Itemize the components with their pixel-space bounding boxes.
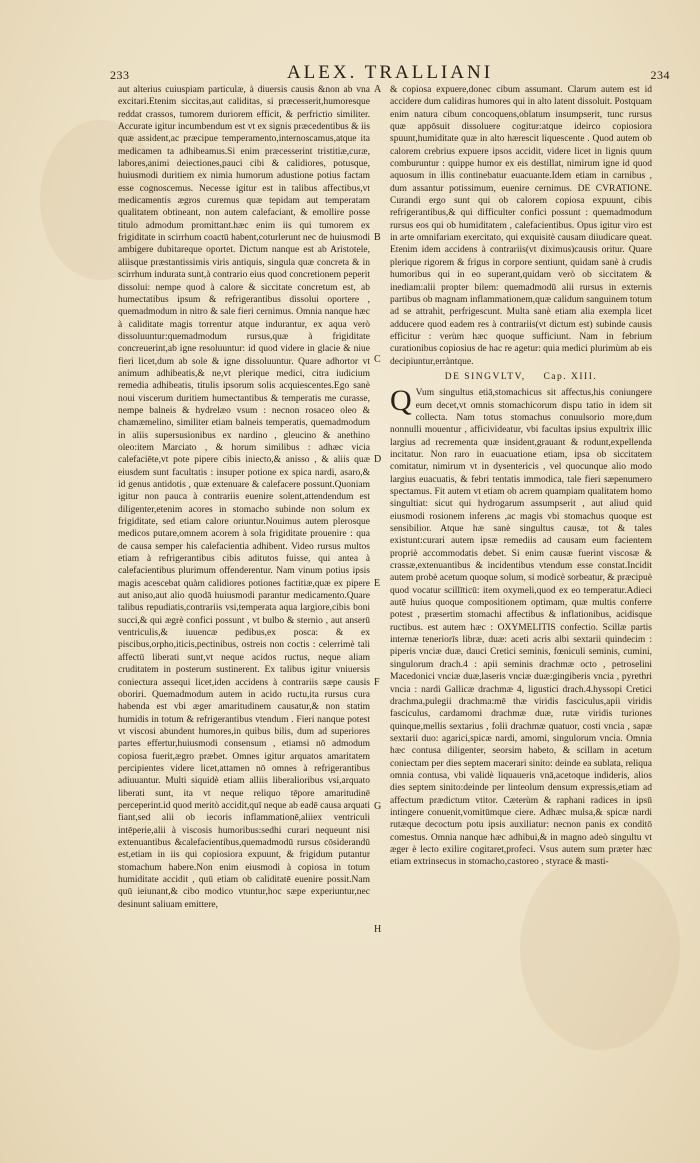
chapter-heading xyxy=(390,371,652,383)
drop-cap-q: Q xyxy=(390,384,412,418)
left-column xyxy=(118,84,370,911)
running-title: ALEX. TRALLIANI xyxy=(286,62,494,83)
chapter-number: Cap. XIII. xyxy=(543,371,598,382)
page-header xyxy=(110,62,670,86)
right-column-text-2 xyxy=(390,384,652,868)
right-column-text-1: & copiosa expuere,donec cibum assumant. Clarum autem est id accidere dum calidiras humores qui in alto latent dissoluit. Postquam enim natura cibum concoquens,oblatum insumpserit, tunc rursus quæ appōsuit dissoluere cogitur:atque ideirco copiosiora spuunt,humiditate quæ in alto hærescit liquescente . Quod autem ob calorem crebrius expuere ipsos accidit, videre licet in lignis quum comburuntur : quippe humor ex eis destillat, nimirum igne id quod aquosum in illis continebatur euacuante.Idem etiam in carnibus , dum assantur potissimum, euenire cernimus. DE CVRATIONE. Curandi ergo sunt qui ob calorem copiosa expuunt, cibis refrigerantibus,& qui difficulter confici possunt : quemadmodum rursus eos qui ob humiditatem , calefacientibus. Opus igitur viro est in arte omnifariam exercitato, qui exquisitè causam diiudicare queat. Etenim idem accidens à contrariis(vt diximus)causis oritur. Quare plerique rigorem & frigus in corpore sentiunt, quidam sanè à crudis humoribus qui in eo superant,quidam verò ob siccitatem & inediam:alii propter bilem: quemadmodū alii rursus in externis partibus ob magnam inflammationem,quæ calidum sanguinem totum ad se attrahit, perfrigescunt. Multa sanè etiam alia exempla licet adducere quod eadem res à contrariis(vt dictum est) subinde causis efficitur : verùm hæc quoque sufficiunt. Nam in febrium curationibus copiosius de hac re agetur: quia medici plurimùm ab eis decipiuntur,erràntque. xyxy=(390,85,652,367)
margin-letter: E xyxy=(374,578,381,589)
page-number-right: 234 xyxy=(650,68,670,82)
margin-letter: C xyxy=(374,354,381,365)
chapter-title: DE SINGVLTV, xyxy=(444,371,526,382)
margin-letter: F xyxy=(374,677,380,688)
margin-letter: B xyxy=(374,232,381,243)
margin-letter: G xyxy=(374,801,382,812)
left-column-text: aut alterius cuiuspiam particulæ, à diuersis causis &non ab vna excitari.Etenim siccitas,aut caliditas, si præcesserit,humoresque reddat crassos, tumorem duriorem efficit, & perfrictio similiter. Accurate igitur incumbendum est vt ex signis præcedentibus & iis quæ assident,ac præcipue temperamento,internoscamus,atque ita medicamen ta adhibeamus.Si enim præcesserint tristitiæ,curæ, labores,animi deiectiones,pauci cibi & calidiores, potusque, huiusmodi duritiem ex nimia humorum adustione potius factam esse cognoscemus. Necesse igitur est in talibus affectibus,vt medicamentis ægros curemus quæ tepidam aut temperatam qualitatem obtineant, non autem calefaciant, & emollire posse titulo admodum promittant.hæc enim iis qui tumorem ex frigiditate in scirrhum coactū habent,coturlerunt nec de huiusmodi ambigere dubitareque oportet. Dictum nanque est ab Aristotele, aliisque præstantissimis viris antiquis, singula quæ concreta & in scirrhum indurata sunt,à contrario eius quod concretionem peperit dissolui: nempe quod à calore & siccitate concretum est, ab humectatibus ipsum & refrigerantibus dissolui oportere , quemadmodum in nitro & sale fieri cernimus. Omnia nanque hæc à caliditate magis torrentur atque indurantur, ex aqua verò dissoluuntur:quemadmodum rursus,quæ à frigiditate concreuerint,ab igne resoluuntur: id quod videre in glacie & niue fieri licet,dum ab sole & igne dissoluuntur. Quare adhortor vt animum adhibeatis,& ne,vt plerique medici, citra iudicium remedia adhibeatis, titulis ipsorum solis acquiescentes.Ego sanè noui viscerum duritiem humectantibus & temperatis me curasse, nempe balneis & hydrelæo vsum : necnon rosaceo oleo & chamæmelino, similiter etiam balneis temperatis, quemadmodum in aliis supersusionibus ex nardino , gleucino & anethino oleo:item Marciato , & horum similibus : adhæc vicia calefaciēte,vt pote pipere cibis iniecto,& anisso , & aliis quæ eiusdem sunt facultatis : insuper potione ex spica nardi, asaro,& id genus antidotis , quæ extenuare & calefacere possunt.Quoniam igitur non pauca à contrariis euenire solent,attendendum est diligenter,etenim acores in stomacho subinde non solum ex frigiditate, sed etiam calore oriuntur.Nouimus autem plerosque medicos putare,omnem acorem à sola frigiditate prouenire : qua de causa semper his calefacientia adhibent. Video rursus multos etiam à refrigerantibus cibis aditutos fuisse, qui antea à calefacientibus plurimum offenderentur. Nam vinum potius ipsis magis acescebat quàm calidiores potiones factitiæ,quæ ex pipere aut aniso,aut alio quodā huiusmodi parantur medicamento.Quare talibus repudiatis,contrariis vsi,temperata aqua largiore,cibis boni succi,& qui ægrè confici possunt , vt bulbo & sternio , aut anserū ventriculis,& iuuencæ pedibus,ex posca: & ex piscibus,orpho,iticis,pectinibus, ostreis non coctis : celerrimè tali affectū liberati sunt,vt neque acidos ructus, neque aliam cruditatem in posterum sustinerent. Ex talibus igitur vniuersis coniectura assequi licet,iden accidens à contrariis sæpe causis oboriri. Quemadmodum autem in acido ructu,ita rursus cura habenda est vbi æger amaritudinem causatur,& non statim humidis in totum & refrigerantibus vtendum . Fieri nanque potest vt viscosi abundent humores,in quibus bilis, dum ad superiores partes effertur,huiusmodi consensum , etiamsi nō admodum copiosa fuerit,ægro præbet. Omnes igitur arquatos amaritatem percipientes videre licet,attamen nō omnes à refrigerantibus adiuuantur. Multi siquidè etiam alliis liberalioribus vsi,arquato liberati sunt, ita vt neque reliquo tēpore amaritudinē perceperint.id quod meritò accidit,quī neque ab eadē causa arquati fiant,sed alii ob iecoris inflammationē,aliiex ventriculi intēperie,alii à viscosis humoribus:sedhi curari nequeunt nisi extenuantibus &calefacientibus,quemadmodū rursus cōsiderandū est,etiam in iis qui copiosiora expuunt, & frigidum putantur stomachum habere.Non enim eiusmodi à copiosa in totum humiditate accidit , quū etiam ob caliditatē euenire possit.Nam quū ieiunant,& cibo modico vtuntur,hoc sæpe experiuntur,nec desinunt saliuam emittere, xyxy=(118,85,370,910)
margin-letter: D xyxy=(374,454,382,465)
page-number-left: 233 xyxy=(110,68,130,82)
margin-letter: A xyxy=(374,84,382,95)
chapter-body: Vum singultus etiā,stomachicus sit affectus,his coniungere eum decet,vt omnis stomachicorum dispu tatio in idem sit collecta. Nam totus stomachus conuulsorio more,dum nonnulli mouentur , afficivideatur, vbi facultas ipsius expultrix illic largius ad recrementa quæ insident,grauant & rodunt,expellenda incitatur. Non raro in euacuatione etiam, ipsa ob siccitatem comitatur, nimirum vt in dysentericis , vel quocunque alio modo largius euacuatis, & febri tentatis immodica, tale fieri sæpenumero spectamus. Fit autem vt etiam ob acrem quampiam qualitatem homo singultiat: sicut qui hydrogarum assumpserit , aut aliud quid eiusmodi rosionem inferens ,ac magis vbi stomachus quoque est sensibilior. Atque hæ sanè singultus causæ, tot & tales existunt:curari autem ipsæ remediis ad causam eum facientem propriè accommodatis debet. Si enim causæ fuerint viscosæ & crassæ,extenuantibus & incidentibus vtendum esse constat.Incidit autem probè acetum quoque solum, si modicè sorbeatur, & præcipuè quod vocatur scillīticū: item oxymeli,quod ex eo temperatur.Adieci autē huius quoque compositionem optimam, quæ multis conferre potest , præsertim stomachi affectibus & inflationibus, acidisque ructibus. est autem hæc : OXYMELITIS confectio. Scillæ partis internæ teneriorīs libræ, duæ: aceti acris albi sextarii quindecim : piperis vnciæ duæ, dauci Cretici seminis, fœniculi seminis, cumini, singulorum drach.4 : apii seminis drachmæ octo , petroselini Macedonici vnciæ duæ,laseris vnciæ duæ:gingiberis vncia , pyrethri vncia : nardi Gallicæ drachmæ 4, ligustici drach.4.hyssopi Cretici drachma,pulegii drachma:mē thæ viridis fasciculus,apii viridis fasciculus, cardamomi drachmæ duæ, rutæ viridis turiones quinque,mellis sextarius , folii drachmæ quatuor, costi vncia , sapæ sextarii duo: agarici,spicæ nardi, amomi, singulorum vncia. Omnia hæc contusa diligenter, seorsim habeto, & scillam in acetum coniectam per dies septem macerari sinito: deinde ea sublata, reliqua omnia contusa, vbi validè liquaueris vnā,acetoque indideris, alios dies septem sinito:deinde per linteolum densum expressis,etiam ad affectum prædictum vtitor. Cæterùm & raphani radices in ipsū intingere conuenit,vomitūmque ciere. Adhæc mulsa,& spicæ nardi rutæque decoctum potu ipsis auxiliatur: necnon panis ex conditō comestus. Omnia nanque hæc adhibui,& in magno adeò singultu vt æger è lecto exilire cogitaret,profeci. Vsus autem sum præter hæc etiam extrinsecus in stomacho,castoreo , styrace & masti- xyxy=(390,388,652,868)
paper-stain xyxy=(520,850,680,1050)
margin-letter: H xyxy=(374,924,382,935)
right-column xyxy=(390,84,652,869)
